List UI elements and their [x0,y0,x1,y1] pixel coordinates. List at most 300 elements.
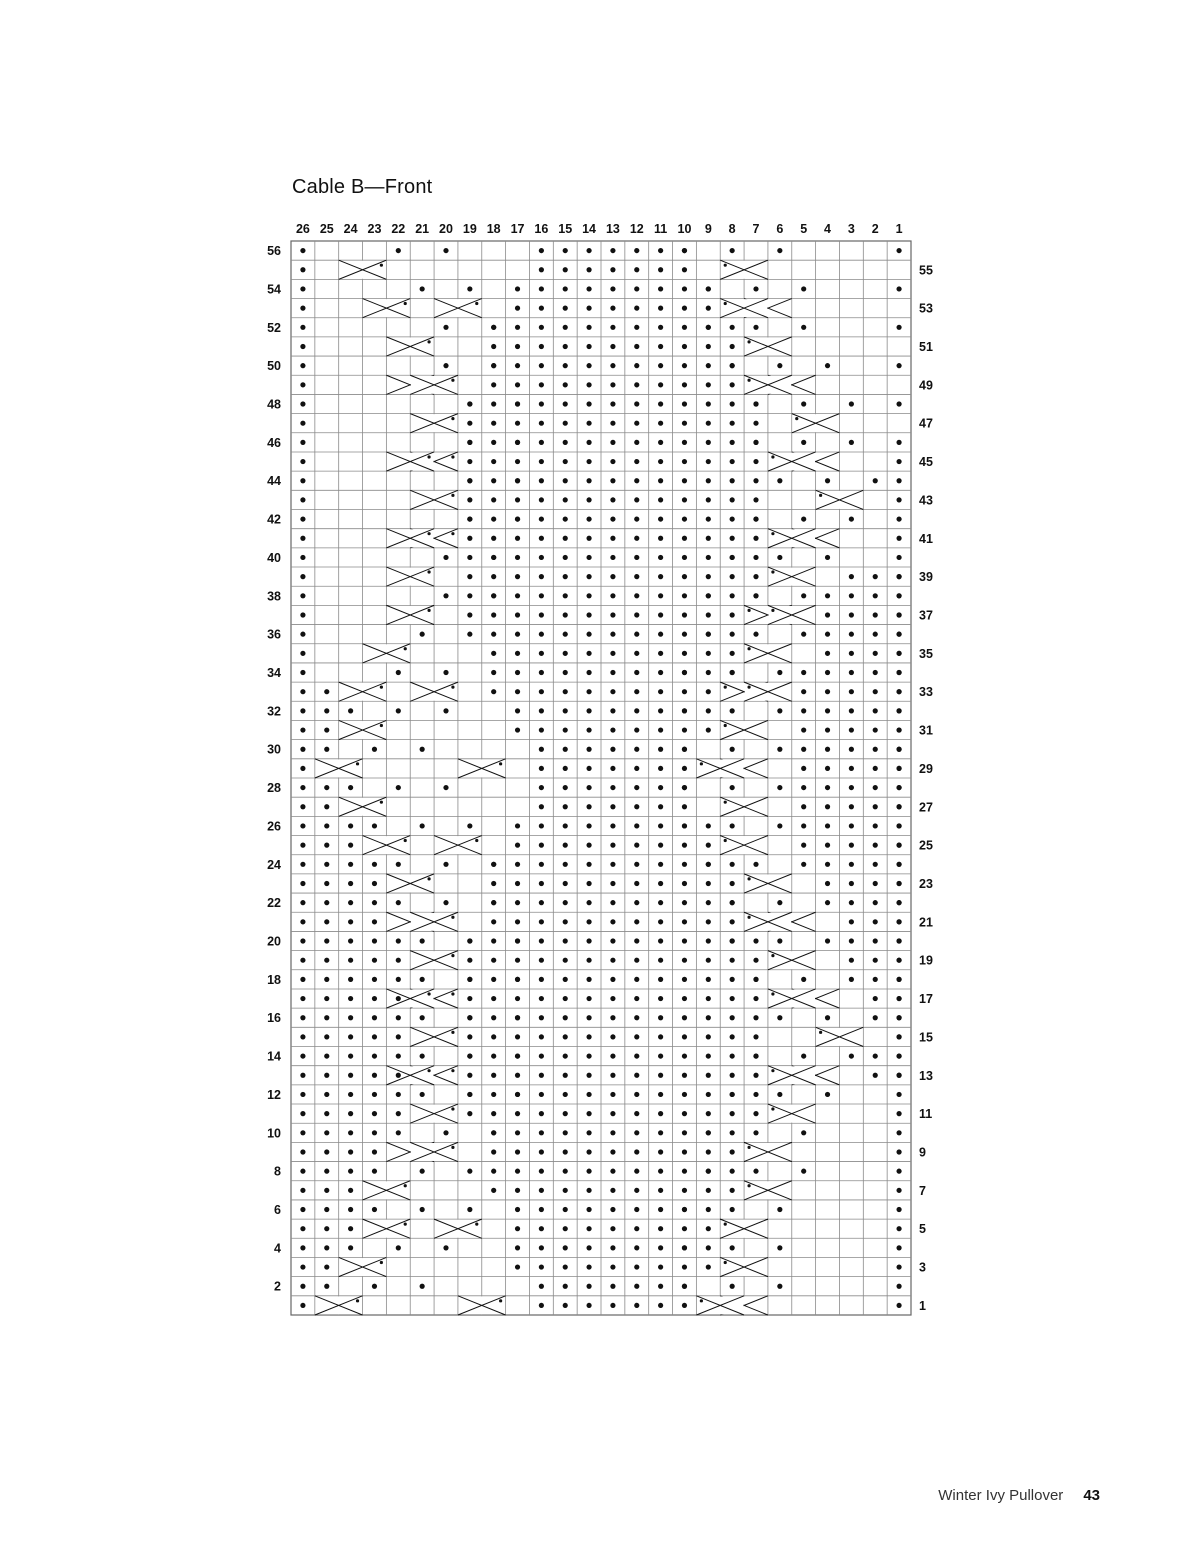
purl-dot [730,478,735,483]
column-number: 20 [439,222,453,236]
purl-dot [634,1053,639,1058]
purl-dot [467,536,472,541]
column-number: 15 [558,222,573,236]
cable-cross [768,605,816,624]
cable-cross [768,1104,816,1123]
purl-dot [372,900,377,905]
column-number: 22 [391,222,406,236]
row-number-left: 8 [274,1164,281,1179]
purl-dot [324,1284,329,1289]
purl-dot [658,440,663,445]
purl-dot [300,459,305,464]
purl-dot [586,1053,591,1058]
purl-dot [682,1207,687,1212]
purl-dot [610,1034,615,1039]
purl-dot [849,727,854,732]
cable-cross [386,1066,434,1085]
purl-dot [730,938,735,943]
purl-dot [682,881,687,886]
cross-dot [771,570,774,573]
purl-dot [563,1053,568,1058]
cable-cross [386,529,434,548]
cross-dot [771,992,774,995]
row-number-left: 52 [267,320,281,335]
purl-dot [610,593,615,598]
purl-dot [539,516,544,521]
column-number: 4 [824,222,832,236]
purl-dot [658,689,663,694]
purl-dot [324,1111,329,1116]
purl-dot [515,1207,520,1212]
purl-dot [682,516,687,521]
purl-dot [777,938,782,943]
purl-dot [658,938,663,943]
purl-dot [658,612,663,617]
purl-dot [777,1284,782,1289]
purl-dot [491,593,496,598]
purl-dot [324,958,329,963]
purl-dot [873,996,878,1001]
purl-dot [730,325,735,330]
purl-dot [634,1226,639,1231]
purl-dot [372,1149,377,1154]
purl-dot [753,1111,758,1116]
purl-dot [396,708,401,713]
purl-dot [730,1130,735,1135]
purl-dot [873,478,878,483]
purl-dot [801,862,806,867]
purl-dot [634,632,639,637]
cable-cross [768,452,816,471]
purl-dot [682,440,687,445]
purl-dot [896,766,901,771]
purl-dot [324,1015,329,1020]
purl-dot [586,1015,591,1020]
purl-dot [563,689,568,694]
purl-dot [586,1245,591,1250]
purl-dot [634,708,639,713]
cable-cross [410,490,458,509]
purl-dot [873,632,878,637]
purl-dot [539,1245,544,1250]
purl-dot [491,459,496,464]
purl-dot [467,1207,472,1212]
purl-dot [753,555,758,560]
purl-dot [586,1264,591,1269]
purl-dot [873,919,878,924]
purl-dot [658,766,663,771]
purl-dot [324,785,329,790]
purl-dot [300,1226,305,1231]
purl-dot [706,689,711,694]
purl-dot [563,1226,568,1231]
row-number-left: 36 [267,627,281,642]
purl-dot [515,401,520,406]
purl-dot [658,1226,663,1231]
purl-dot [753,862,758,867]
purl-dot [682,382,687,387]
cross-dot [451,417,454,420]
purl-dot [324,900,329,905]
purl-dot [563,555,568,560]
purl-dot [610,1092,615,1097]
column-number: 16 [534,222,549,236]
row-number-left: 10 [267,1126,281,1141]
purl-dot [753,286,758,291]
purl-dot [515,555,520,560]
purl-dot [372,1111,377,1116]
purl-dot [610,325,615,330]
row-number-left: 14 [267,1049,281,1064]
purl-dot [896,651,901,656]
purl-dot [300,593,305,598]
purl-dot [896,804,901,809]
purl-dot [586,1092,591,1097]
purl-dot [706,612,711,617]
purl-dot [515,1111,520,1116]
purl-dot [730,1188,735,1193]
purl-dot [634,459,639,464]
purl-dot [563,1245,568,1250]
purl-dot [515,1073,520,1078]
purl-dot [586,843,591,848]
purl-dot [682,785,687,790]
purl-dot [873,708,878,713]
purl-dot [682,1226,687,1231]
purl-dot [896,632,901,637]
row-number-left: 28 [267,781,281,796]
purl-dot [515,727,520,732]
column-number: 8 [728,222,736,236]
purl-dot [849,612,854,617]
purl-dot [467,574,472,579]
purl-dot [586,401,591,406]
purl-dot [539,938,544,943]
purl-dot [730,1053,735,1058]
purl-dot [801,977,806,982]
purl-dot [396,1073,401,1078]
purl-dot [396,785,401,790]
purl-dot [348,1034,353,1039]
purl-dot [873,766,878,771]
purl-dot [443,670,448,675]
cross-dot [724,801,727,804]
page-number: 43 [1083,1487,1100,1504]
purl-dot [706,1053,711,1058]
purl-dot [610,306,615,311]
purl-dot [443,708,448,713]
purl-dot [777,478,782,483]
purl-dot [563,1015,568,1020]
cross-dot [724,686,727,689]
purl-dot [443,363,448,368]
purl-dot [300,862,305,867]
purl-dot [491,1015,496,1020]
purl-dot [300,651,305,656]
purl-dot [539,1226,544,1231]
purl-dot [634,881,639,886]
purl-dot [586,306,591,311]
purl-dot [539,1264,544,1269]
row-number-right: 49 [919,378,933,393]
purl-dot [539,497,544,502]
purl-dot [873,747,878,752]
purl-dot [730,958,735,963]
purl-dot [324,1149,329,1154]
row-number-left: 34 [267,666,281,681]
cable-cross [816,1027,864,1046]
purl-dot [658,1149,663,1154]
purl-dot [658,1284,663,1289]
purl-dot [801,516,806,521]
purl-dot [372,1015,377,1020]
purl-dot [443,1130,448,1135]
purl-dot [706,497,711,502]
purl-dot [753,401,758,406]
purl-dot [563,363,568,368]
purl-dot [873,785,878,790]
purl-dot [491,325,496,330]
purl-dot [539,574,544,579]
purl-dot [586,785,591,790]
purl-dot [634,478,639,483]
purl-dot [658,267,663,272]
purl-dot [491,977,496,982]
purl-dot [539,919,544,924]
purl-dot [586,766,591,771]
purl-dot [396,670,401,675]
purl-dot [634,958,639,963]
purl-dot [849,881,854,886]
purl-dot [658,1264,663,1269]
purl-dot [610,248,615,253]
purl-dot [610,286,615,291]
purl-dot [467,555,472,560]
purl-dot [491,651,496,656]
cable-cross [744,682,792,701]
purl-dot [515,1188,520,1193]
row-number-right: 23 [919,876,933,891]
purl-dot [706,843,711,848]
cross-dot [724,839,727,842]
purl-dot [396,862,401,867]
row-number-right: 19 [919,953,933,968]
purl-dot [443,900,448,905]
purl-dot [300,1207,305,1212]
column-number: 10 [677,222,692,236]
purl-dot [753,1130,758,1135]
purl-dot [348,708,353,713]
purl-dot [896,747,901,752]
cross-dot [380,801,383,804]
purl-dot [658,670,663,675]
chart-grid [291,241,911,1315]
purl-dot [706,1015,711,1020]
purl-dot [324,996,329,1001]
purl-dot [896,286,901,291]
purl-dot [396,977,401,982]
purl-dot [539,708,544,713]
purl-dot [658,919,663,924]
purl-dot [658,344,663,349]
purl-dot [825,651,830,656]
purl-dot [753,996,758,1001]
purl-dot [586,574,591,579]
cable-cross [363,644,411,663]
purl-dot [682,689,687,694]
cross-dot [427,992,430,995]
purl-dot [634,1092,639,1097]
purl-dot [610,727,615,732]
purl-dot [324,1130,329,1135]
purl-dot [539,593,544,598]
purl-dot [658,536,663,541]
purl-dot [563,881,568,886]
purl-dot [730,747,735,752]
purl-dot [539,555,544,560]
purl-dot [348,1169,353,1174]
row-number-left: 54 [267,282,281,297]
purl-dot [634,1034,639,1039]
purl-dot [658,727,663,732]
purl-dot [563,670,568,675]
purl-dot [563,996,568,1001]
purl-dot [515,286,520,291]
purl-dot [586,747,591,752]
purl-dot [730,574,735,579]
row-number-right: 35 [919,646,933,661]
purl-dot [586,344,591,349]
column-number: 13 [605,222,620,236]
purl-dot [634,593,639,598]
column-number: 23 [367,222,382,236]
purl-dot [586,958,591,963]
purl-dot [539,1284,544,1289]
purl-dot [539,1073,544,1078]
purl-dot [634,670,639,675]
purl-dot [682,325,687,330]
purl-dot [563,823,568,828]
purl-dot [515,574,520,579]
purl-dot [491,440,496,445]
purl-dot [849,401,854,406]
purl-dot [491,1053,496,1058]
purl-dot [324,1034,329,1039]
purl-dot [849,516,854,521]
row-number-right: 27 [919,800,933,815]
purl-dot [348,1053,353,1058]
purl-dot [396,1015,401,1020]
row-number-right: 15 [919,1030,933,1045]
purl-dot [753,1092,758,1097]
cross-dot [771,455,774,458]
row-number-right: 7 [919,1183,926,1198]
cable-cross [410,1027,458,1046]
purl-dot [348,1149,353,1154]
purl-dot [896,612,901,617]
purl-dot [610,651,615,656]
cross-dot [724,1223,727,1226]
purl-dot [777,248,782,253]
purl-dot [634,1188,639,1193]
purl-dot [777,823,782,828]
purl-dot [682,1111,687,1116]
purl-dot [324,804,329,809]
column-number: 9 [704,222,712,236]
cable-cross [816,490,864,509]
purl-dot [300,747,305,752]
purl-dot [730,555,735,560]
purl-dot [467,516,472,521]
purl-dot [610,1149,615,1154]
purl-dot [586,363,591,368]
purl-dot [682,862,687,867]
purl-dot [730,248,735,253]
purl-dot [300,555,305,560]
purl-dot [539,325,544,330]
purl-dot [420,747,425,752]
purl-dot [825,843,830,848]
purl-dot [801,1169,806,1174]
purl-dot [324,919,329,924]
row-number-left: 12 [267,1087,281,1102]
cross-dot [404,302,407,305]
purl-dot [825,881,830,886]
purl-dot [634,516,639,521]
purl-dot [658,1169,663,1174]
purl-dot [539,344,544,349]
purl-dot [706,325,711,330]
purl-dot [706,670,711,675]
purl-dot [539,363,544,368]
purl-dot [539,747,544,752]
purl-dot [515,919,520,924]
purl-dot [372,1169,377,1174]
purl-dot [586,555,591,560]
purl-dot [658,1130,663,1135]
purl-dot [753,516,758,521]
purl-dot [706,1226,711,1231]
purl-dot [610,497,615,502]
purl-dot [873,823,878,828]
purl-dot [825,727,830,732]
purl-dot [396,248,401,253]
purl-dot [825,823,830,828]
cable-cross [768,1066,816,1085]
purl-dot [682,1245,687,1250]
purl-dot [682,1264,687,1269]
purl-dot [896,593,901,598]
purl-dot [801,401,806,406]
cable-cross [363,1181,411,1200]
purl-dot [324,862,329,867]
purl-dot [896,401,901,406]
purl-dot [634,843,639,848]
purl-dot [801,1053,806,1058]
purl-dot [515,1053,520,1058]
purl-dot [896,325,901,330]
row-number-right: 45 [919,455,933,470]
purl-dot [658,1188,663,1193]
column-number: 5 [800,222,808,236]
purl-dot [825,804,830,809]
purl-dot [348,823,353,828]
purl-dot [300,1303,305,1308]
purl-dot [586,536,591,541]
purl-dot [634,574,639,579]
purl-dot [730,1245,735,1250]
purl-dot [300,325,305,330]
